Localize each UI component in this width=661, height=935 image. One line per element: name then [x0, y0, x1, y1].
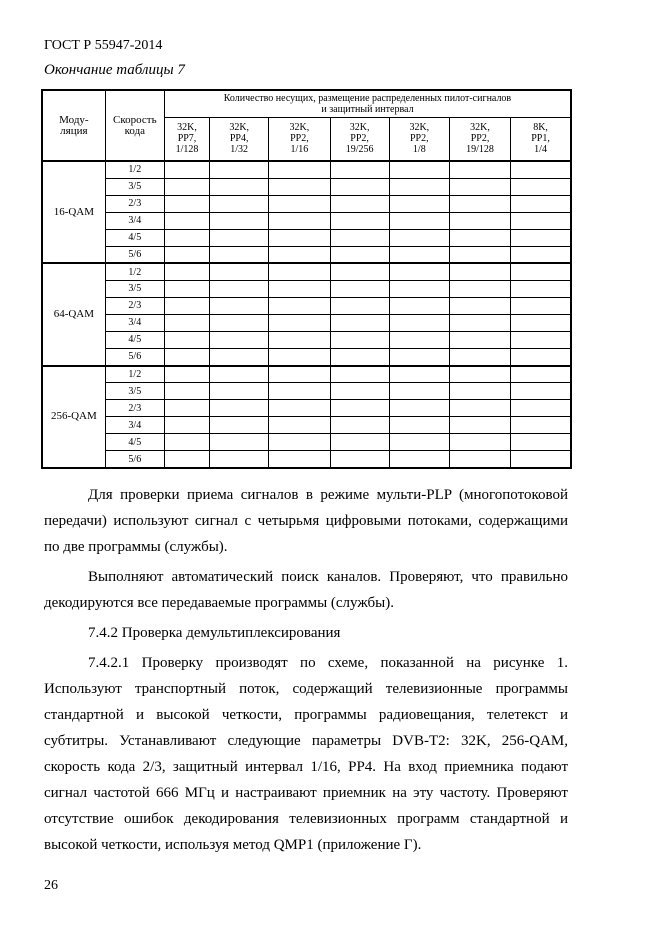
table-row [42, 280, 571, 297]
empty-result-cell [330, 314, 389, 331]
empty-result-cell [511, 161, 571, 178]
empty-result-cell [210, 451, 269, 468]
header-subcol: 32K, PP4, 1/32 [210, 117, 269, 161]
empty-result-cell [389, 383, 449, 400]
table-row [42, 263, 571, 280]
empty-result-cell [269, 400, 330, 417]
empty-result-cell [449, 314, 510, 331]
empty-result-cell [210, 297, 269, 314]
empty-result-cell [511, 314, 571, 331]
empty-result-cell [330, 195, 389, 212]
table-row [42, 229, 571, 246]
empty-result-cell [511, 178, 571, 195]
header-subcol: 32K, PP2, 1/16 [269, 117, 330, 161]
table-row [42, 314, 571, 331]
empty-result-cell [210, 434, 269, 451]
empty-result-cell [449, 417, 510, 434]
code-rate-cell: 3/5 [105, 280, 164, 297]
empty-result-cell [164, 297, 209, 314]
empty-result-cell [389, 297, 449, 314]
empty-result-cell [449, 366, 510, 383]
empty-result-cell [164, 400, 209, 417]
empty-result-cell [210, 212, 269, 229]
empty-result-cell [164, 349, 209, 366]
empty-result-cell [269, 297, 330, 314]
empty-result-cell [210, 263, 269, 280]
empty-result-cell [210, 161, 269, 178]
empty-result-cell [210, 195, 269, 212]
empty-result-cell [449, 263, 510, 280]
code-rate-cell: 3/4 [105, 212, 164, 229]
empty-result-cell [269, 246, 330, 263]
empty-result-cell [330, 434, 389, 451]
empty-result-cell [164, 417, 209, 434]
paragraph-auto-search: Выполняют автоматический поиск каналов. Проверяют, что правильно декодируются все передаваемые программы (службы). [44, 569, 568, 611]
empty-result-cell [164, 178, 209, 195]
empty-result-cell [389, 212, 449, 229]
header-code-rate: Скорость кода [105, 90, 164, 161]
empty-result-cell [269, 280, 330, 297]
code-rate-cell: 4/5 [105, 229, 164, 246]
empty-result-cell [449, 161, 510, 178]
empty-result-cell [511, 417, 571, 434]
table-row [42, 417, 571, 434]
paragraph-multi-plp: Для проверки приема сигналов в режиме мульти-PLP (многопотоковой передачи) используют сигнал с четырьмя цифровыми потоками, содержащими по две программы (службы). [44, 487, 568, 555]
empty-result-cell [269, 451, 330, 468]
code-rate-cell: 2/3 [105, 195, 164, 212]
empty-result-cell [210, 417, 269, 434]
table-caption: Окончание таблицы 7 [44, 62, 185, 78]
code-rate-cell: 3/4 [105, 314, 164, 331]
code-rate-cell: 5/6 [105, 349, 164, 366]
empty-result-cell [511, 331, 571, 348]
modulation-cell: 64-QAM [42, 263, 105, 365]
empty-result-cell [164, 280, 209, 297]
empty-result-cell [269, 434, 330, 451]
empty-result-cell [511, 451, 571, 468]
code-rate-cell: 1/2 [105, 263, 164, 280]
empty-result-cell [511, 263, 571, 280]
empty-result-cell [269, 263, 330, 280]
empty-result-cell [449, 434, 510, 451]
empty-result-cell [511, 366, 571, 383]
empty-result-cell [164, 383, 209, 400]
empty-result-cell [330, 349, 389, 366]
code-rate-cell: 3/5 [105, 383, 164, 400]
table-row [42, 297, 571, 314]
empty-result-cell [389, 417, 449, 434]
empty-result-cell [511, 212, 571, 229]
code-rate-cell: 2/3 [105, 297, 164, 314]
empty-result-cell [449, 229, 510, 246]
empty-result-cell [389, 451, 449, 468]
header-subcol: 8K, PP1, 1/4 [511, 117, 571, 161]
empty-result-cell [389, 331, 449, 348]
empty-result-cell [511, 246, 571, 263]
empty-result-cell [210, 349, 269, 366]
empty-result-cell [164, 263, 209, 280]
empty-result-cell [330, 366, 389, 383]
empty-result-cell [164, 331, 209, 348]
empty-result-cell [269, 212, 330, 229]
code-rate-cell: 3/5 [105, 178, 164, 195]
empty-result-cell [389, 263, 449, 280]
empty-result-cell [269, 417, 330, 434]
empty-result-cell [511, 229, 571, 246]
empty-result-cell [269, 366, 330, 383]
header-subcol: 32K, PP7, 1/128 [164, 117, 209, 161]
empty-result-cell [164, 246, 209, 263]
header-subcol: 32K, PP2, 19/256 [330, 117, 389, 161]
empty-result-cell [164, 161, 209, 178]
code-rate-cell: 4/5 [105, 331, 164, 348]
empty-result-cell [511, 280, 571, 297]
empty-result-cell [210, 366, 269, 383]
empty-result-cell [269, 161, 330, 178]
empty-result-cell [330, 400, 389, 417]
empty-result-cell [449, 195, 510, 212]
code-rate-cell: 5/6 [105, 246, 164, 263]
empty-result-cell [389, 434, 449, 451]
empty-result-cell [389, 246, 449, 263]
empty-result-cell [210, 178, 269, 195]
empty-result-cell [330, 178, 389, 195]
empty-result-cell [210, 400, 269, 417]
empty-result-cell [389, 195, 449, 212]
empty-result-cell [330, 229, 389, 246]
table-row [42, 366, 571, 383]
empty-result-cell [330, 263, 389, 280]
modulation-cell: 16-QAM [42, 161, 105, 263]
empty-result-cell [330, 280, 389, 297]
empty-result-cell [389, 229, 449, 246]
empty-result-cell [449, 331, 510, 348]
page-number: 26 [44, 878, 58, 893]
empty-result-cell [330, 161, 389, 178]
header-modulation: Моду- ляция [42, 90, 105, 161]
empty-result-cell [449, 349, 510, 366]
empty-result-cell [210, 280, 269, 297]
empty-result-cell [511, 349, 571, 366]
empty-result-cell [164, 195, 209, 212]
empty-result-cell [269, 383, 330, 400]
empty-result-cell [511, 400, 571, 417]
empty-result-cell [389, 178, 449, 195]
section-heading: 7.4.2 Проверка демультиплексирования [88, 625, 341, 641]
empty-result-cell [511, 434, 571, 451]
empty-result-cell [449, 212, 510, 229]
code-rate-cell: 5/6 [105, 451, 164, 468]
table-row [42, 451, 571, 468]
empty-result-cell [330, 246, 389, 263]
empty-result-cell [389, 161, 449, 178]
empty-result-cell [210, 314, 269, 331]
empty-result-cell [389, 280, 449, 297]
table-row [42, 349, 571, 366]
empty-result-cell [210, 229, 269, 246]
empty-result-cell [389, 314, 449, 331]
code-rate-cell: 2/3 [105, 400, 164, 417]
empty-result-cell [449, 400, 510, 417]
empty-result-cell [269, 195, 330, 212]
code-rate-cell: 4/5 [105, 434, 164, 451]
empty-result-cell [330, 331, 389, 348]
table-row [42, 434, 571, 451]
table-row [42, 178, 571, 195]
empty-result-cell [449, 178, 510, 195]
header-subcol: 32K, PP2, 1/8 [389, 117, 449, 161]
table-row [42, 246, 571, 263]
data-table [41, 89, 572, 469]
code-rate-cell: 3/4 [105, 417, 164, 434]
empty-result-cell [330, 451, 389, 468]
empty-result-cell [164, 366, 209, 383]
paragraph-demux-check: 7.4.2.1 Проверку производят по схеме, показанной на рисунке 1. Используют транспортный поток, содержащий телевизионные программы стандартной и высокой четкости, программы радиовещания, телетекст и субтитры. Устанавливают следующие параметры DVB-T2: 32K, 256-QAM, скорость кода 2/3, защитный интервал 1/16, PP4. На вход приемника подают сигнал частотой 666 МГц и настраивают приемник на эту частоту. Проверяют отсутствие ошибок декодирования телевизионных программ стандартной и высокой четкости, используя метод QMP1 (приложение Г). [44, 655, 568, 853]
empty-result-cell [164, 314, 209, 331]
empty-result-cell [330, 417, 389, 434]
header-subcol: 32K, PP2, 19/128 [449, 117, 510, 161]
code-rate-cell: 1/2 [105, 366, 164, 383]
empty-result-cell [330, 297, 389, 314]
empty-result-cell [389, 400, 449, 417]
empty-result-cell [164, 229, 209, 246]
empty-result-cell [330, 212, 389, 229]
modulation-cell: 256-QAM [42, 366, 105, 468]
empty-result-cell [210, 331, 269, 348]
empty-result-cell [449, 280, 510, 297]
empty-result-cell [449, 297, 510, 314]
empty-result-cell [269, 178, 330, 195]
empty-result-cell [164, 434, 209, 451]
empty-result-cell [449, 246, 510, 263]
table-row [42, 400, 571, 417]
empty-result-cell [164, 451, 209, 468]
empty-result-cell [389, 366, 449, 383]
table-row [42, 331, 571, 348]
empty-result-cell [269, 229, 330, 246]
table-row [42, 212, 571, 229]
empty-result-cell [269, 314, 330, 331]
code-rate-cell: 1/2 [105, 161, 164, 178]
empty-result-cell [389, 349, 449, 366]
empty-result-cell [164, 212, 209, 229]
header-carriers-group: Количество несущих, размещение распределенных пилот-сигналов и защитный интервал [164, 90, 571, 117]
empty-result-cell [210, 246, 269, 263]
table-row [42, 383, 571, 400]
empty-result-cell [210, 383, 269, 400]
empty-result-cell [511, 195, 571, 212]
empty-result-cell [269, 349, 330, 366]
empty-result-cell [330, 383, 389, 400]
empty-result-cell [511, 297, 571, 314]
empty-result-cell [449, 383, 510, 400]
document-code: ГОСТ Р 55947-2014 [44, 38, 163, 53]
table-row [42, 161, 571, 178]
empty-result-cell [449, 451, 510, 468]
empty-result-cell [511, 383, 571, 400]
table-row [42, 195, 571, 212]
empty-result-cell [269, 331, 330, 348]
